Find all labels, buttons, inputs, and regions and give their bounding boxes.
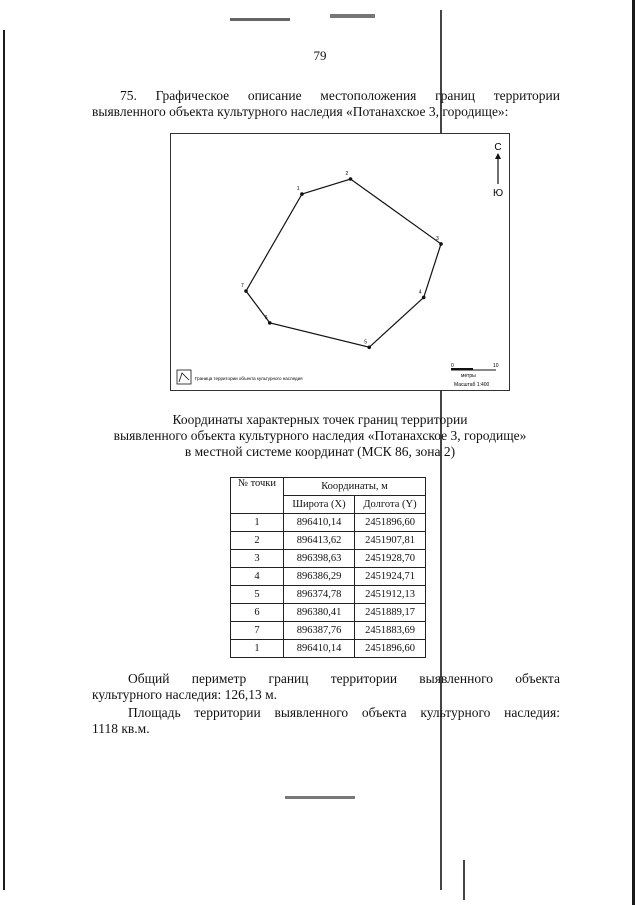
caption-line-3: в местной системе координат (МСК 86, зона 2) — [184, 444, 456, 459]
scale-bar-segment — [451, 368, 473, 370]
scale-zero: 0 — [451, 363, 454, 369]
north-label: С — [494, 142, 502, 153]
cell-lat: 896398,63 — [284, 550, 355, 568]
cell-lat: 896380,41 — [284, 604, 355, 622]
table-row — [231, 532, 426, 550]
cell-lon: 2451896,60 — [355, 640, 426, 658]
cell-point: 1 — [231, 640, 284, 658]
cell-lon: 2451928,70 — [355, 550, 426, 568]
vertex-point — [244, 289, 248, 293]
perimeter-line-2: культурного наследия: 126,13 м. — [92, 687, 278, 702]
section-heading — [92, 88, 560, 120]
cell-point: 3 — [231, 550, 284, 568]
north-arrow-icon — [495, 153, 501, 159]
table-row — [231, 622, 426, 640]
cell-lat: 896374,78 — [284, 586, 355, 604]
cell-lon: 2451896,60 — [355, 514, 426, 532]
scale-unit: метры — [461, 373, 476, 379]
scan-vertical-line-2 — [463, 860, 465, 900]
caption-line-1: Координаты характерных точек границ территории — [172, 412, 468, 427]
cell-lat: 896410,14 — [284, 640, 355, 658]
perimeter-line-1: Общий периметр границ территории выявленного объекта — [128, 671, 560, 686]
table-row — [231, 640, 426, 658]
area-line-1: Площадь территории выявленного объекта культурного наследия: — [128, 705, 560, 720]
scan-right-border — [632, 0, 635, 905]
table-row — [231, 550, 426, 568]
perimeter-paragraph — [92, 671, 560, 703]
cell-lon: 2451912,13 — [355, 586, 426, 604]
table-row — [231, 586, 426, 604]
cell-lat: 896413,62 — [284, 532, 355, 550]
coordinates-table — [230, 477, 426, 658]
header-coordinates: Координаты, м — [284, 478, 426, 496]
cell-lat: 896387,76 — [284, 622, 355, 640]
vertex-point — [439, 242, 443, 246]
vertex-label: 4 — [418, 289, 422, 296]
vertex-label: 1 — [296, 186, 300, 193]
boundary-map-svg — [171, 134, 509, 390]
vertex-label: 5 — [364, 339, 367, 346]
cell-point: 6 — [231, 604, 284, 622]
vertex-label: 6 — [264, 314, 268, 321]
vertex-point — [422, 296, 426, 300]
vertex-label: 2 — [345, 171, 349, 177]
header-longitude: Долгота (Y) — [355, 496, 426, 514]
cell-lon: 2451889,17 — [355, 604, 426, 622]
cell-point: 7 — [231, 622, 284, 640]
vertex-point — [300, 192, 304, 196]
scale-max: 10 — [493, 363, 499, 369]
header-latitude: Широта (X) — [284, 496, 355, 514]
table-caption — [60, 412, 580, 460]
cell-point: 2 — [231, 532, 284, 550]
vertex-point — [367, 345, 371, 349]
cell-lon: 2451924,71 — [355, 568, 426, 586]
cell-point: 5 — [231, 586, 284, 604]
scan-noise-bottom — [285, 796, 355, 799]
south-label: Ю — [492, 188, 504, 199]
cell-point: 1 — [231, 514, 284, 532]
scan-noise-top-2 — [330, 14, 375, 18]
area-line-2: 1118 кв.м. — [92, 721, 150, 736]
vertex-label: 3 — [436, 235, 439, 242]
territory-boundary — [246, 179, 441, 347]
heading-line-1: 75. Графическое описание местоположения границ территории — [120, 88, 560, 103]
legend-text: Граница территории объекта культурного наследия — [195, 376, 303, 381]
scan-noise-top — [230, 18, 290, 21]
cell-lon: 2451907,81 — [355, 532, 426, 550]
cell-lat: 896410,14 — [284, 514, 355, 532]
table-row — [231, 568, 426, 586]
cell-lon: 2451883,69 — [355, 622, 426, 640]
scan-left-border — [3, 30, 5, 890]
caption-line-2: выявленного объекта культурного наследия «Потанахское 3, городище» — [113, 428, 527, 443]
boundary-map — [170, 133, 510, 391]
table-row — [231, 604, 426, 622]
area-paragraph — [92, 705, 560, 737]
cell-lat: 896386,29 — [284, 568, 355, 586]
cell-point: 4 — [231, 568, 284, 586]
page-number: 79 — [313, 48, 327, 63]
heading-line-2: выявленного объекта культурного наследия «Потанахское 3, городище»: — [92, 104, 509, 119]
vertex-label: 7 — [241, 283, 244, 290]
header-point-number: № точки — [231, 478, 284, 514]
scale-text: Масштаб 1:400 — [454, 382, 490, 388]
boundary-vertices — [241, 171, 443, 349]
vertex-point — [349, 177, 353, 181]
vertex-point — [268, 321, 272, 325]
table-row — [231, 514, 426, 532]
